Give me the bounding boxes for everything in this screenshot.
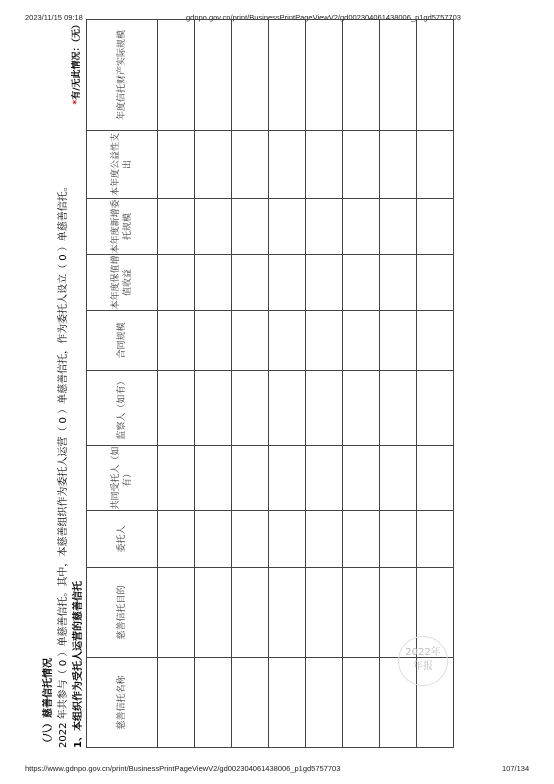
footer-page-number: 107/134: [502, 764, 530, 773]
table-cell: [417, 131, 454, 199]
table-cell: [269, 371, 306, 446]
table-cell: [343, 20, 380, 131]
table-cell: [232, 568, 269, 658]
table-cell: [269, 568, 306, 658]
column-header: 慈善信托名称: [87, 658, 158, 748]
table-cell: [232, 20, 269, 131]
table-cell: [158, 20, 195, 131]
table-cell: [158, 311, 195, 371]
print-url-top: gdnpo.gov.cn/print/BusinessPrintPageViewV2/gd002304061438006_p1gd5757703: [186, 13, 461, 22]
table-cell: [306, 131, 343, 199]
table-cell: [343, 446, 380, 511]
table-cell: [195, 199, 232, 255]
column-header: 委托人: [87, 511, 158, 568]
stamp-year: 2022年: [405, 647, 441, 658]
table-subtitle: 1、本组织作为受托人运营的慈善信托: [73, 581, 84, 748]
table-cell: [269, 511, 306, 568]
table-cell: [195, 568, 232, 658]
table-cell: [232, 446, 269, 511]
table-cell: [158, 131, 195, 199]
table-cell: [269, 658, 306, 748]
table-cell: [195, 311, 232, 371]
footer-url: https://www.gdnpo.gov.cn/print/BusinessPrintPageViewV2/gd002304061438006_p1gd5757703: [25, 764, 341, 773]
table-cell: [380, 20, 417, 131]
table-cell: [380, 446, 417, 511]
table-cell: [269, 446, 306, 511]
table-cell: [195, 511, 232, 568]
annual-report-stamp: [398, 636, 448, 686]
column-header: 本年度公益性支出: [87, 131, 158, 199]
table-cell: [417, 511, 454, 568]
table-row: [158, 20, 195, 748]
required-star: *: [72, 99, 82, 105]
table-cell: [306, 568, 343, 658]
table-cell: [306, 20, 343, 131]
column-header: 监察人（如有）: [87, 371, 158, 446]
stamp-label: 年报: [413, 661, 433, 672]
table-cell: [158, 446, 195, 511]
table-cell: [195, 255, 232, 311]
table-cell: [380, 131, 417, 199]
table-cell: [417, 255, 454, 311]
table-cell: [195, 371, 232, 446]
table-cell: [306, 199, 343, 255]
column-header: 年度信托财产实际规模: [87, 20, 158, 131]
table-cell: [380, 199, 417, 255]
table-cell: [380, 371, 417, 446]
table-cell: [195, 20, 232, 131]
table-cell: [195, 131, 232, 199]
table-cell: [158, 371, 195, 446]
table-cell: [232, 311, 269, 371]
table-cell: [343, 568, 380, 658]
table-cell: [306, 311, 343, 371]
table-cell: [306, 446, 343, 511]
column-header: 本年度保值增值收益: [87, 255, 158, 311]
table-row: [232, 20, 269, 748]
table-cell: [343, 371, 380, 446]
charity-trust-table: [86, 19, 454, 748]
table-row: [195, 20, 232, 748]
table-cell: [269, 131, 306, 199]
table-cell: [269, 311, 306, 371]
table-row: [269, 20, 306, 748]
table-cell: [417, 20, 454, 131]
table-cell: [343, 511, 380, 568]
column-header: 本年度新增委托规模: [87, 199, 158, 255]
section-summary: 2022 年共参与（ 0 ）单慈善信托。其中，本慈善组织作为委托人运营（ 0 ）单慈善信托，作为委托人设立（ 0 ）单慈善信托。: [58, 181, 69, 748]
table-cell: [306, 658, 343, 748]
table-cell: [343, 311, 380, 371]
table-cell: [417, 199, 454, 255]
table-cell: [269, 255, 306, 311]
table-cell: [343, 131, 380, 199]
table-cell: [232, 255, 269, 311]
situation-flag-text: 有/无此情况：（无）: [72, 20, 82, 100]
table-cell: [380, 311, 417, 371]
situation-flag: [69, 20, 82, 105]
table-cell: [343, 255, 380, 311]
table-cell: [380, 255, 417, 311]
table-cell: [232, 199, 269, 255]
table-cell: [269, 199, 306, 255]
table-cell: [195, 658, 232, 748]
column-header: 慈善信托目的: [87, 568, 158, 658]
print-datetime: 2023/11/15 09:18: [25, 13, 83, 22]
table-cell: [158, 199, 195, 255]
rotated-page-content: [39, 20, 538, 748]
table-cell: [306, 511, 343, 568]
table-cell: [417, 446, 454, 511]
table-cell: [232, 658, 269, 748]
table-body: [158, 20, 454, 748]
table-cell: [158, 511, 195, 568]
table-cell: [269, 20, 306, 131]
table-cell: [343, 658, 380, 748]
table-cell: [343, 199, 380, 255]
table-row: [343, 20, 380, 748]
table-cell: [417, 371, 454, 446]
table-row: [306, 20, 343, 748]
column-header: 合同规模: [87, 311, 158, 371]
table-cell: [306, 255, 343, 311]
table-cell: [232, 511, 269, 568]
table-cell: [158, 568, 195, 658]
table-cell: [232, 131, 269, 199]
table-cell: [158, 658, 195, 748]
table-cell: [380, 511, 417, 568]
table-cell: [232, 371, 269, 446]
table-header-row: [87, 20, 158, 748]
table-cell: [417, 311, 454, 371]
section-title: （八）慈善信托情况: [43, 658, 54, 748]
table-cell: [306, 371, 343, 446]
table-cell: [195, 446, 232, 511]
table-cell: [158, 255, 195, 311]
column-header: 共同受托人（如有）: [87, 446, 158, 511]
